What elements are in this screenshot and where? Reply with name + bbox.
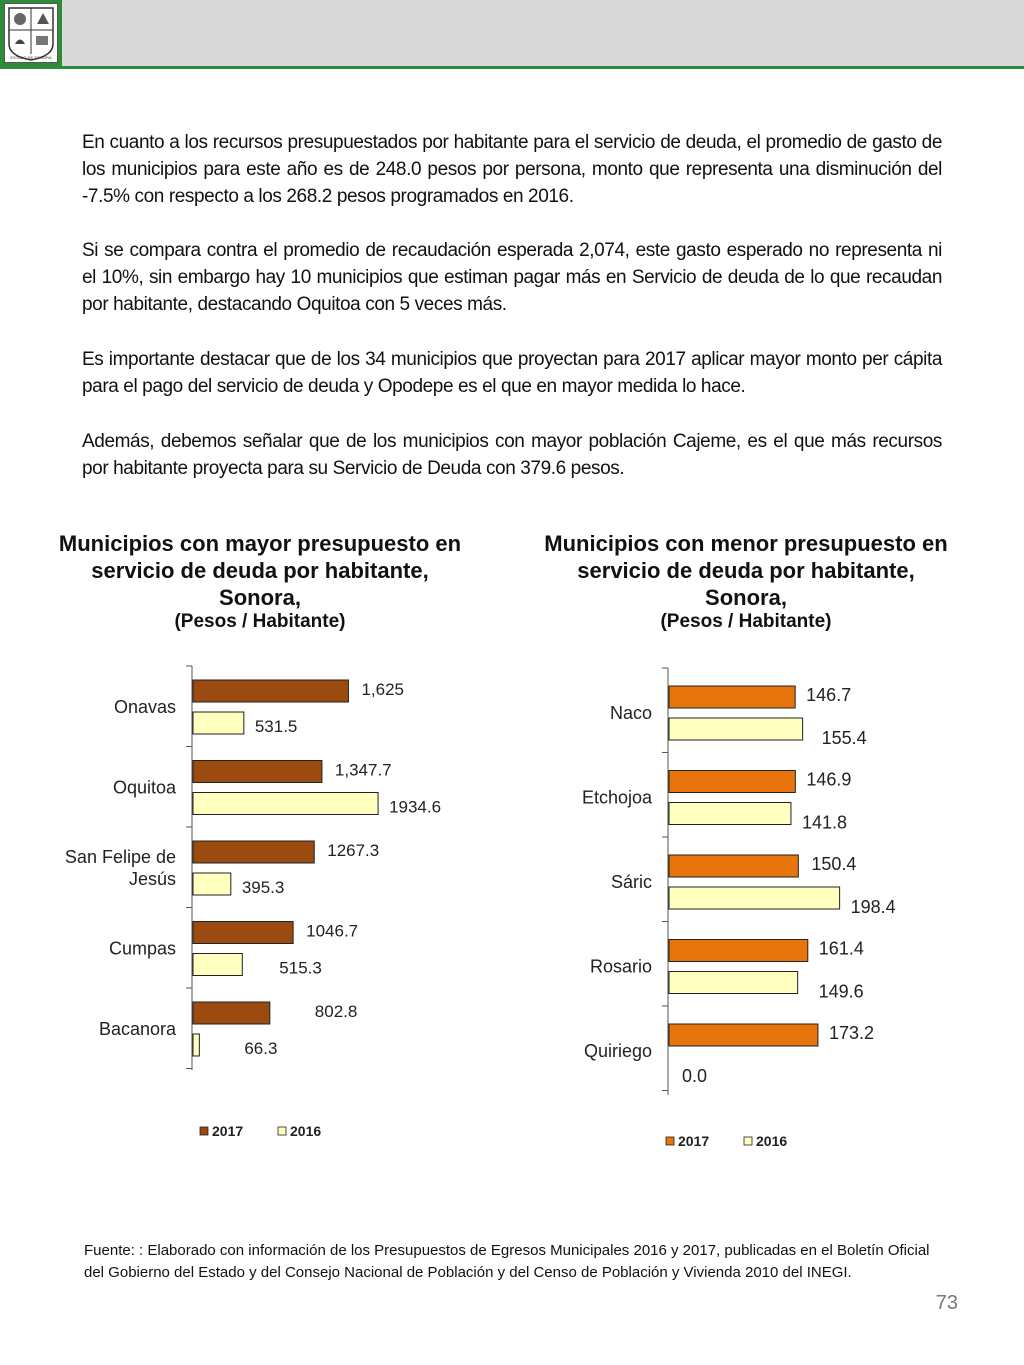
- bar-2016: [193, 712, 244, 734]
- category-label: Jesús: [128, 869, 176, 889]
- data-label-2017: 1,347.7: [334, 760, 392, 780]
- bar-2017: [669, 855, 798, 877]
- data-label-2017: 1046.7: [306, 921, 359, 941]
- category-label: Etchojoa: [581, 787, 652, 808]
- chart-right: [512, 650, 1024, 1160]
- data-label-2016: 141.8: [801, 812, 847, 833]
- sonora-coat-of-arms-logo: [4, 3, 58, 63]
- bar-2017: [193, 761, 322, 783]
- legend-label-2017: 2017: [212, 1123, 244, 1139]
- data-label-2016: 149.6: [818, 981, 864, 1002]
- logo-caption: ESTADO DE SONORA: [10, 55, 52, 60]
- bar-2017: [669, 940, 808, 962]
- data-label-2017: 146.7: [806, 685, 852, 705]
- paragraph-4: Además, debemos señalar que de los municipios con mayor población Cajeme, es el que más recursos por habitante proyecta para su Servicio de Deuda con 379.6 pesos.: [82, 431, 942, 479]
- legend-label-2016: 2016: [290, 1123, 322, 1139]
- bar-2016: [193, 954, 242, 976]
- category-label: Bacanora: [98, 1019, 176, 1039]
- data-label-2017: 146.9: [806, 769, 852, 790]
- bar-2016: [193, 793, 378, 815]
- data-label-2017: 161.4: [818, 938, 864, 959]
- data-label-2016: 198.4: [850, 897, 896, 917]
- paragraph-3: Es importante destacar que de los 34 municipios que proyectan para 2017 aplicar mayor monto per cápita para el pago del servicio de deuda y Opodepe es el que en mayor medida lo hace.: [82, 349, 942, 397]
- data-label-2016: 531.5: [254, 717, 298, 736]
- category-label: Rosario: [589, 956, 652, 977]
- data-label-2016: 155.4: [821, 728, 867, 748]
- data-label-2017: 1267.3: [327, 841, 380, 860]
- bar-2017: [669, 686, 795, 708]
- chart-right-subtitle: (Pesos / Habitante): [660, 611, 832, 632]
- category-label: Quiriego: [583, 1041, 652, 1061]
- bar-2017: [193, 1002, 270, 1024]
- header-bar: [0, 0, 1024, 69]
- category-label: San Felipe de: [64, 847, 176, 867]
- data-label-2017: 150.4: [811, 854, 857, 874]
- data-label-2016: 515.3: [279, 958, 322, 978]
- data-label-2017: 1,625: [361, 680, 405, 699]
- legend-swatch-2016: [744, 1137, 752, 1145]
- bar-2017: [193, 841, 314, 863]
- chart-right-title: Municipios con menor presupuesto en servicio de deuda por habitante, Sonora,: [544, 531, 948, 610]
- category-label: Cumpas: [108, 938, 176, 959]
- source-note: Fuente: : Elaborado con información de los Presupuestos de Egresos Municipales 2016 y 2017, publicadas en el Boletín Oficial del Gobierno del Estado y del Consejo Nacional de Población y del Censo de Población y Vivienda 2010 del INEGI.: [84, 1242, 930, 1281]
- bar-2017: [193, 922, 293, 944]
- legend-label-2017: 2017: [678, 1133, 710, 1149]
- bar-2016: [193, 1034, 199, 1056]
- legend-label-2016: 2016: [756, 1133, 788, 1149]
- category-label: Oquitoa: [112, 777, 176, 798]
- data-label-2016: 395.3: [241, 878, 285, 897]
- chart-left-title: Municipios con mayor presupuesto en servicio de deuda por habitante, Sonora,: [58, 531, 462, 610]
- legend-swatch-2016: [278, 1127, 286, 1135]
- data-label-2017: 173.2: [828, 1023, 874, 1043]
- bar-2016: [193, 873, 231, 895]
- category-label: Onavas: [113, 697, 176, 717]
- legend-swatch-2017: [200, 1127, 208, 1135]
- bar-2016: [669, 887, 840, 909]
- chart-left-subtitle: (Pesos / Habitante): [174, 611, 346, 632]
- data-label-2017: 802.8: [314, 1002, 358, 1021]
- legend-swatch-2017: [666, 1137, 674, 1145]
- paragraph-2: Si se compara contra el promedio de recaudación esperada 2,074, este gasto esperado no representa ni el 10%, sin embargo hay 10 municipios que estiman pagar más en Servicio de deuda de lo que recaudan por habitante, destacando Oquitoa con 5 veces más.: [82, 240, 942, 315]
- category-label: Sáric: [610, 872, 652, 892]
- bar-2017: [669, 1024, 818, 1046]
- category-label: Naco: [609, 703, 652, 723]
- data-label-2016: 66.3: [244, 1039, 278, 1058]
- bar-2017: [669, 771, 795, 793]
- logo-frame: [0, 0, 62, 66]
- paragraph-1: En cuanto a los recursos presupuestados por habitante para el servicio de deuda, el promedio de gasto de los municipios para este año es de 248.0 pesos por persona, monto que representa una disminución del -7.5% con respecto a los 268.2 pesos programados en 2016.: [82, 132, 942, 207]
- data-label-2016: 1934.6: [389, 797, 442, 817]
- bar-2016: [669, 803, 791, 825]
- bar-2017: [193, 680, 348, 702]
- bar-2016: [669, 718, 803, 740]
- chart-left: [0, 650, 512, 1150]
- data-label-2016: 0.0: [682, 1066, 708, 1086]
- bar-2016: [669, 972, 798, 994]
- page-number: 73: [935, 1292, 958, 1314]
